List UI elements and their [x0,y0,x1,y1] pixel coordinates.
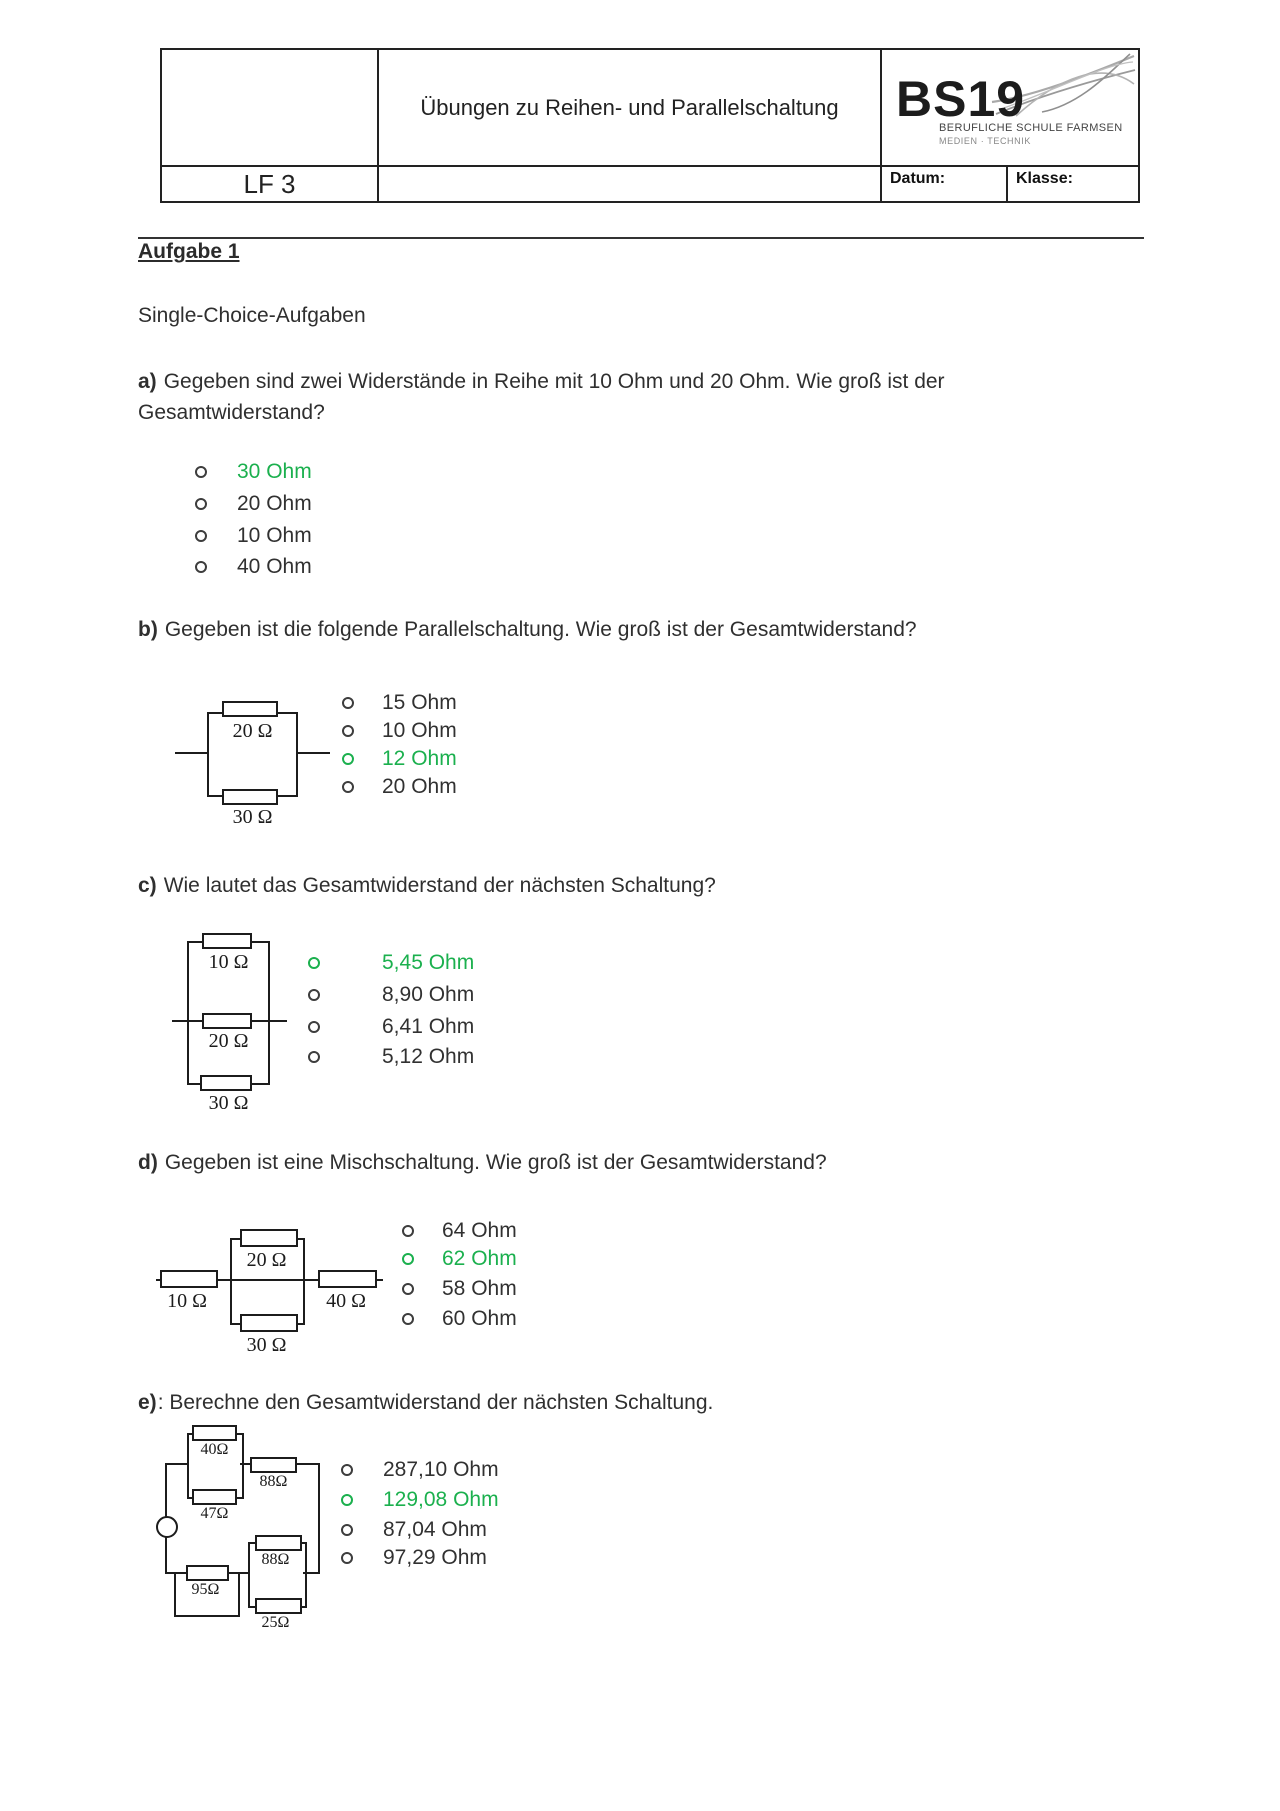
option-label: 287,10 Ohm [383,1458,499,1481]
resistor-box [222,701,278,717]
resistor-label: 20 Ω [208,1030,249,1052]
option-a-3 [195,552,312,582]
radio-icon[interactable] [308,1051,320,1063]
question-a-text [138,367,945,397]
document-title: Übungen zu Reihen- und Parallelschaltung [420,94,839,120]
question-b-prefix: b) [138,618,158,641]
option-c-1 [308,980,474,1010]
option-label: 5,45 Ohm [382,951,475,974]
resistor-label: 20 Ω [232,720,273,742]
option-e-0 [341,1455,499,1485]
resistor-box [186,1565,229,1581]
option-d-3 [402,1304,517,1334]
wire [303,1572,318,1574]
resistor-box [202,1013,252,1029]
option-label: 62 Ohm [442,1247,517,1270]
option-b-3 [342,772,457,802]
radio-icon[interactable] [402,1283,414,1295]
option-b-1 [342,716,457,746]
lf-field: LF 3 [243,168,296,199]
option-b-2 [342,744,457,774]
resistor-box [255,1535,302,1551]
resistor-box [240,1314,298,1332]
wire [296,752,330,754]
option-label: 40 Ohm [237,555,312,578]
radio-icon[interactable] [341,1464,353,1476]
radio-icon[interactable] [341,1524,353,1536]
circuit-c [170,925,330,1125]
radio-icon[interactable] [195,530,207,542]
option-label: 87,04 Ohm [383,1518,487,1541]
option-d-2 [402,1274,517,1304]
resistor-label: 30 Ω [232,806,273,828]
radio-icon[interactable] [342,697,354,709]
option-label: 129,08 Ohm [383,1488,499,1511]
option-d-0 [402,1216,517,1246]
option-a-2 [195,521,312,551]
datum-label: Datum: [890,170,946,187]
resistor-label: 30 Ω [208,1092,249,1114]
option-label: 20 Ohm [382,775,457,798]
radio-icon[interactable] [402,1313,414,1325]
question-e-text [138,1388,713,1418]
radio-icon[interactable] [308,989,320,1001]
wire [318,1463,320,1574]
resistor-box [250,1457,297,1473]
radio-icon[interactable] [341,1552,353,1564]
question-c-line: Wie lautet das Gesamtwiderstand der nächsten Schaltung? [163,874,716,897]
option-label: 5,12 Ohm [382,1045,475,1068]
option-b-0 [342,688,457,718]
option-c-3 [308,1042,474,1072]
radio-icon[interactable] [402,1253,414,1265]
radio-icon[interactable] [342,725,354,737]
option-label: 6,41 Ohm [382,1015,475,1038]
option-d-1 [402,1244,517,1274]
radio-icon[interactable] [195,466,207,478]
circuit-e [155,1420,340,1635]
radio-icon[interactable] [195,561,207,573]
task-subheading: Single-Choice-Aufgaben [138,304,366,327]
wire [229,1572,248,1574]
question-d-text [138,1148,827,1178]
resistor-label: 88Ω [259,1473,288,1490]
resistor-box [202,933,252,949]
option-label: 10 Ohm [237,524,312,547]
radio-icon[interactable] [341,1494,353,1506]
resistor-box [160,1270,218,1288]
option-a-1 [195,489,312,519]
resistor-box [240,1229,298,1247]
option-label: 97,29 Ohm [383,1546,487,1569]
logo-text: BS19 [896,71,1026,127]
resistor-box [222,789,278,805]
option-label: 58 Ohm [442,1277,517,1300]
school-logo [882,50,1138,165]
circuit-b [175,696,340,836]
resistor-label: 47Ω [200,1505,229,1522]
question-d-prefix: d) [138,1151,158,1174]
question-d-line: Gegeben ist eine Mischschaltung. Wie groß ist der Gesamtwiderstand? [164,1151,827,1174]
radio-icon[interactable] [342,753,354,765]
resistor-box [255,1598,302,1614]
table-divider [1006,165,1008,201]
resistor-box [318,1270,377,1288]
option-label: 10 Ohm [382,719,457,742]
option-c-2 [308,1012,474,1042]
option-e-3 [341,1543,487,1573]
radio-icon[interactable] [308,957,320,969]
option-label: 64 Ohm [442,1219,517,1242]
option-label: 20 Ohm [237,492,312,515]
question-c-prefix: c) [138,874,157,897]
wire [297,1463,320,1465]
wire [165,1463,187,1465]
option-label: 15 Ohm [382,691,457,714]
resistor-label: 10 Ω [208,951,249,973]
question-a-prefix: a) [138,370,157,393]
resistor-label: 40Ω [200,1441,229,1458]
resistor-box [192,1425,237,1441]
question-a-line1: Gegeben sind zwei Widerstände in Reihe mit 10 Ohm und 20 Ohm. Wie groß ist der [163,370,945,393]
resistor-label: 88Ω [261,1551,290,1568]
option-label: 30 Ohm [237,460,312,483]
resistor-box [200,1075,252,1091]
question-c-text [138,871,716,901]
resistor-label: 25Ω [261,1614,290,1631]
wire [175,752,207,754]
option-e-2 [341,1515,487,1545]
resistor-label: 20 Ω [246,1249,287,1271]
logo-department: MEDIEN · TECHNIK [939,136,1031,146]
option-a-0 [195,457,312,487]
klasse-label: Klasse: [1016,170,1073,187]
radio-icon[interactable] [402,1225,414,1237]
resistor-label: 95Ω [191,1581,220,1598]
option-c-0 [308,948,474,978]
option-label: 12 Ohm [382,747,457,770]
header-table [160,48,1140,203]
option-label: 60 Ohm [442,1307,517,1330]
radio-icon[interactable] [342,781,354,793]
radio-icon[interactable] [195,498,207,510]
circuit-d [150,1222,395,1362]
radio-icon[interactable] [308,1021,320,1033]
logo-school-name: BERUFLICHE SCHULE FARMSEN [939,122,1123,134]
question-b-text [138,615,917,645]
wire [240,1463,250,1465]
resistor-box [192,1489,237,1505]
question-b-line: Gegeben ist die folgende Parallelschaltung. Wie groß ist der Gesamtwiderstand? [164,618,917,641]
question-a-line2: Gesamtwiderstand? [138,401,325,424]
question-e-prefix: e) [138,1391,157,1414]
question-e-line: : Berechne den Gesamtwiderstand der nächsten Schaltung. [157,1391,714,1414]
resistor-label: 40 Ω [326,1290,366,1312]
wire [165,1572,186,1574]
option-e-1 [341,1485,499,1515]
resistor-label: 30 Ω [246,1334,287,1356]
task-heading: Aufgabe 1 [138,240,240,263]
source-icon [156,1516,178,1538]
resistor-label: 10 Ω [167,1290,207,1312]
option-label: 8,90 Ohm [382,983,475,1006]
header-rule [138,237,1144,239]
